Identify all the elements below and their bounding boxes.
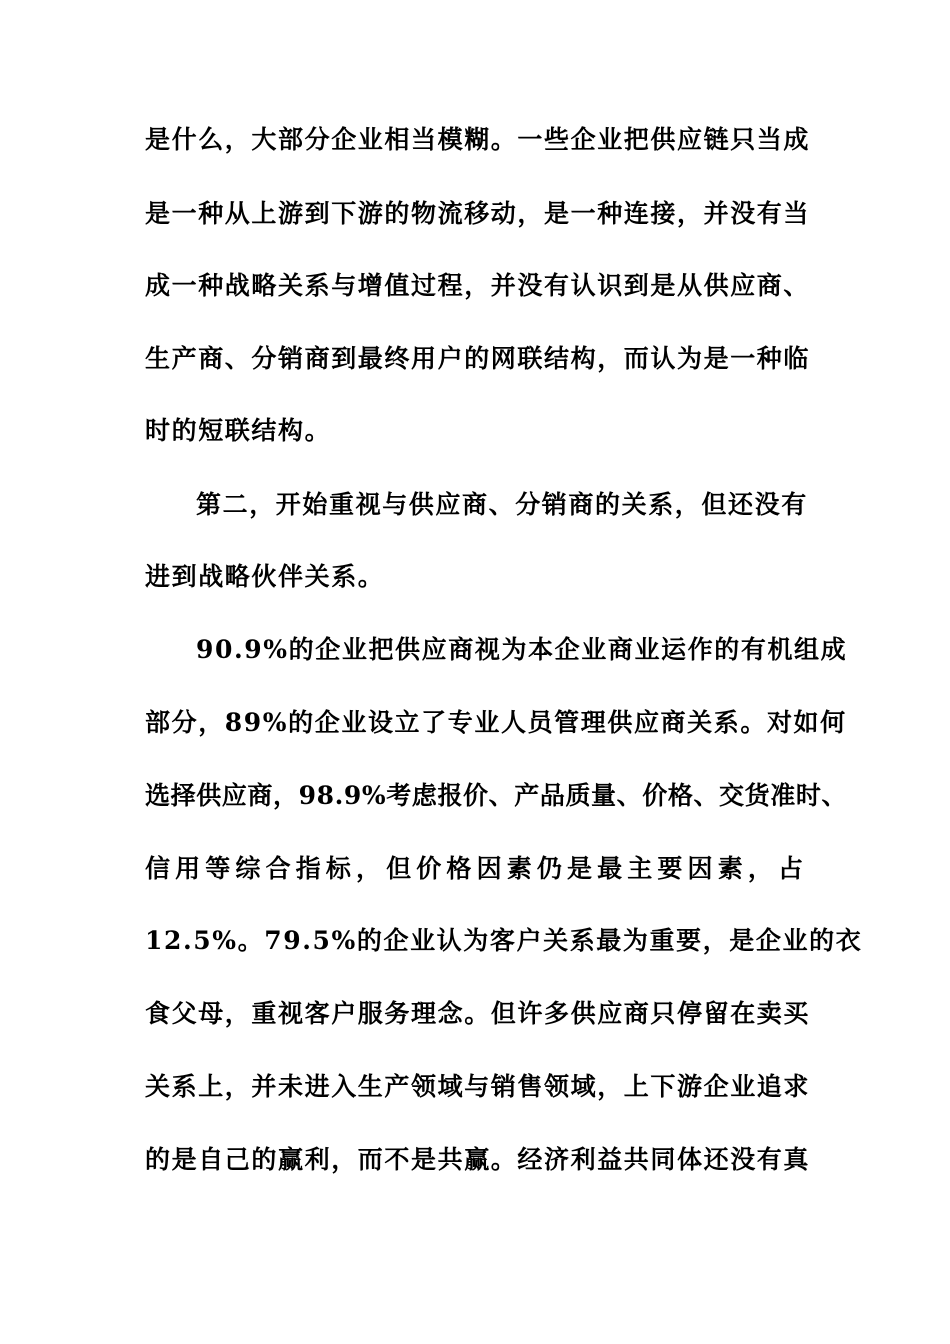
paragraph-1-line-5: 时的短联结构。 bbox=[145, 416, 332, 445]
paragraph-3-line-8: 的是自己的赢利，而不是共赢。经济利益共同体还没有真 bbox=[145, 1145, 811, 1174]
paragraph-1-line-3: 成一种战略关系与增值过程，并没有认识到是从供应商、 bbox=[145, 271, 811, 300]
paragraph-1-line-1: 是什么，大部分企业相当模糊。一些企业把供应链只当成 bbox=[145, 125, 811, 154]
paragraph-3-line-4: 信用等综合指标，但价格因素仍是最主要因素，占 bbox=[145, 854, 803, 883]
paragraph-3-line-1: 90.9%的企业把供应商视为本企业商业运作的有机组成 bbox=[196, 635, 848, 664]
paragraph-2-line-2: 进到战略伙伴关系。 bbox=[145, 562, 385, 591]
paragraph-3-line-5: 12.5%。79.5%的企业认为客户关系最为重要，是企业的衣 bbox=[145, 926, 863, 955]
paragraph-3-line-3: 选择供应商，98.9%考虑报价、产品质量、价格、交货准时、 bbox=[145, 781, 848, 810]
paragraph-1-line-4: 生产商、分销商到最终用户的网联结构，而认为是一种临 bbox=[145, 344, 811, 373]
paragraph-3-line-6: 食父母，重视客户服务理念。但许多供应商只停留在卖买 bbox=[145, 999, 811, 1028]
paragraph-2-line-1: 第二，开始重视与供应商、分销商的关系，但还没有 bbox=[196, 490, 808, 519]
paragraph-3-line-7: 关系上，并未进入生产领域与销售领域，上下游企业追求 bbox=[145, 1072, 811, 1101]
paragraph-3-line-2: 部分，89%的企业设立了专业人员管理供应商关系。对如何 bbox=[145, 708, 847, 737]
paragraph-1-line-2: 是一种从上游到下游的物流移动，是一种连接，并没有当 bbox=[145, 199, 811, 228]
